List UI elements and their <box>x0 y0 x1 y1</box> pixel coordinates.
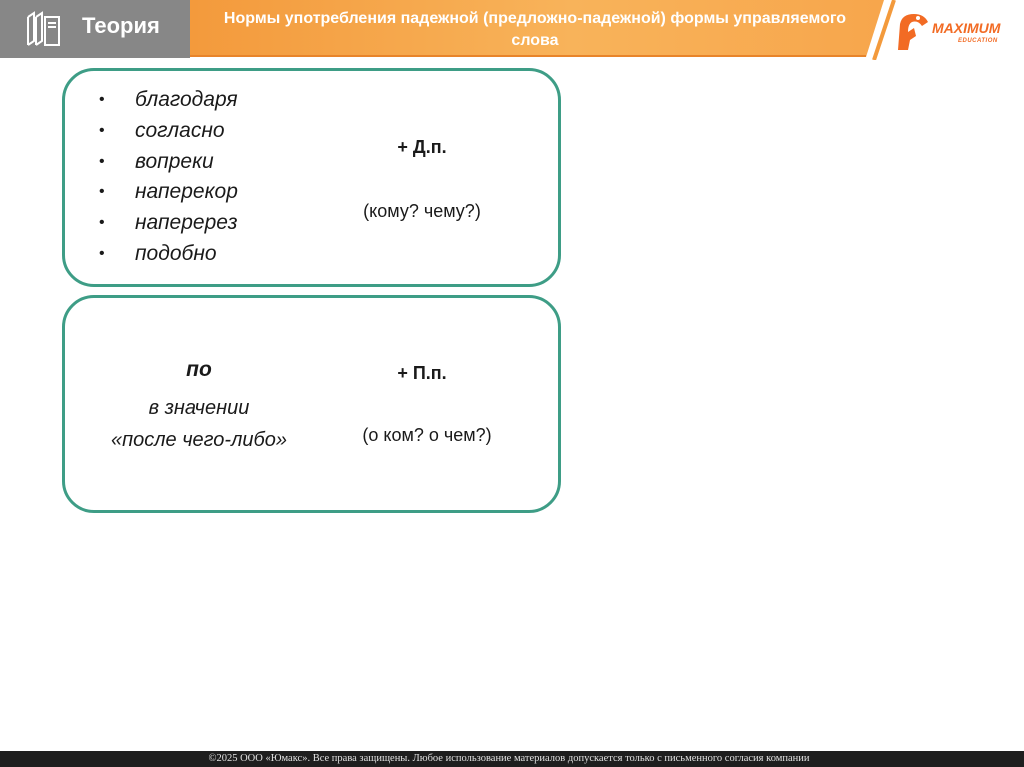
case-question: (о ком? о чем?) <box>362 425 492 445</box>
logo-word: MAXIMUM <box>932 20 1001 36</box>
copyright-footer <box>0 751 1024 767</box>
header-section-tab <box>0 0 190 58</box>
logo-subtext: EDUCATION <box>958 38 998 44</box>
list-item: • подобно <box>96 239 238 270</box>
list-item: • вопреки <box>96 147 238 178</box>
list-item: • наперекор <box>96 177 238 208</box>
list-item: • благодаря <box>96 85 238 116</box>
list-item: • согласно <box>96 116 238 147</box>
prepositional-po-card <box>62 295 561 513</box>
page-title: Нормы употребления падежной (предложно-падежной) формы управляемого слова <box>223 10 847 49</box>
po-meaning-line1: в значении <box>148 397 250 419</box>
maximum-logo-icon <box>894 10 934 54</box>
list-item: • наперерез <box>96 208 238 239</box>
case-label: + Д.п. <box>397 137 447 157</box>
po-word: по <box>186 358 212 381</box>
footer-text: ©2025 ООО «Юмакс». Все права защищены. Любое использование материалов допускается только с письменного согласия компании <box>208 753 810 764</box>
preposition-list <box>96 85 238 270</box>
po-meaning-line2: «после чего-либо» <box>110 429 287 451</box>
dative-prepositions-card <box>62 68 561 287</box>
case-label: + П.п. <box>397 363 447 383</box>
book-icon <box>24 11 64 47</box>
case-question: (кому? чему?) <box>363 201 481 221</box>
po-meaning <box>65 392 333 456</box>
section-label: Теория <box>82 13 160 38</box>
